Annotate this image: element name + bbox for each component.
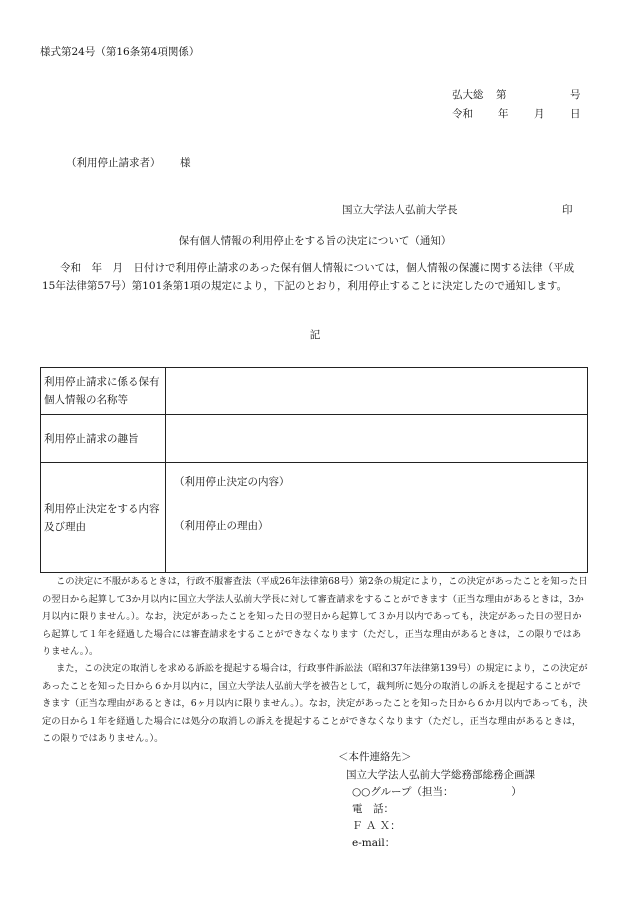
body-text: 令和 年 月 日付けで利用停止請求のあった保有個人情報については，個人情報の保護に関する法律（平成15年法律第57号）第101条第1項の規定により，下記のとおり，利用停止することに決定したので通知します。 bbox=[42, 262, 575, 292]
date-month: 月 bbox=[534, 108, 545, 120]
table-row bbox=[41, 415, 588, 463]
contact-tel: 電 話： bbox=[352, 803, 394, 815]
contact-email: e-mail： bbox=[352, 837, 396, 849]
contact-org: 国立大学法人弘前大学総務部総務企画課 bbox=[346, 769, 535, 781]
date-year: 年 bbox=[498, 108, 509, 120]
form-number: 様式第24号（第16条第4項関係） bbox=[40, 46, 200, 58]
table-row bbox=[41, 463, 588, 573]
doc-number-go: 号 bbox=[570, 89, 581, 101]
row1-value bbox=[166, 368, 588, 415]
contact-fax: Ｆ Ａ Ｘ： bbox=[352, 820, 401, 832]
document-title: 保有個人情報の利用停止をする旨の決定について（通知） bbox=[178, 235, 452, 247]
note-paragraph-2: また，この決定の取消しを求める訴訟を提起する場合は，行政事件訴訟法（昭和37年法律第139号）の規定により，この決定があったことを知った日から６か月以内に，国立大学法人弘前大学を被告として，裁判所に処分の取消しの訴えを提起することができます（正当な理由があるときは，6ヶ月以内に限りません。）。なお，決定があったことを知った日から６か月以内であっても，決定の日から１年を経過した場合には処分の取消しの訴えを提起することができなくなります（ただし，正当な理由があるときは，この限りではありません。）。 bbox=[42, 663, 588, 744]
note-paragraph-1: この決定に不服があるときは，行政不服審査法（平成26年法律第68号）第2条の規定により，この決定があったことを知った日の翌日から起算して3か月以内に国立大学法人弘前大学長に対して審査請求をすることができます（正当な理由があるときは，3か月以内に限りません。）。なお，決定があったことを知った日の翌日から起算して３か月以内であっても，決定があった日の翌日から起算して１年を経過した場合には審査請求をすることができなくなります（ただし，正当な理由があるときは，この限りではありません。）。 bbox=[42, 576, 588, 657]
row3-sub-reason: （利用停止の理由） bbox=[174, 520, 269, 532]
date-era: 令和 bbox=[452, 108, 473, 120]
ki-label: 記 bbox=[309, 329, 321, 341]
row2-label: 利用停止請求の趣旨 bbox=[41, 415, 166, 463]
row3-sub-content: （利用停止決定の内容） bbox=[174, 476, 290, 488]
doc-number-prefix: 弘大総 bbox=[452, 89, 484, 101]
row2-value bbox=[166, 415, 588, 463]
recipient-name: （利用停止請求者） bbox=[66, 157, 161, 169]
doc-number-dai: 第 bbox=[496, 89, 507, 101]
request-table bbox=[40, 367, 588, 573]
table-row bbox=[41, 368, 588, 415]
sender-name: 国立大学法人弘前大学長 bbox=[342, 204, 458, 216]
row1-label: 利用停止請求に係る保有個人情報の名称等 bbox=[41, 368, 166, 415]
contact-group: ○○グループ（担当： ） bbox=[352, 786, 522, 798]
contact-header: ＜本件連絡先＞ bbox=[338, 751, 412, 763]
sender-seal: 印 bbox=[562, 204, 573, 216]
date-day: 日 bbox=[570, 108, 581, 120]
recipient-honorific: 様 bbox=[180, 157, 191, 169]
row3-label: 利用停止決定をする内容及び理由 bbox=[41, 463, 166, 573]
row3-value bbox=[166, 463, 588, 573]
